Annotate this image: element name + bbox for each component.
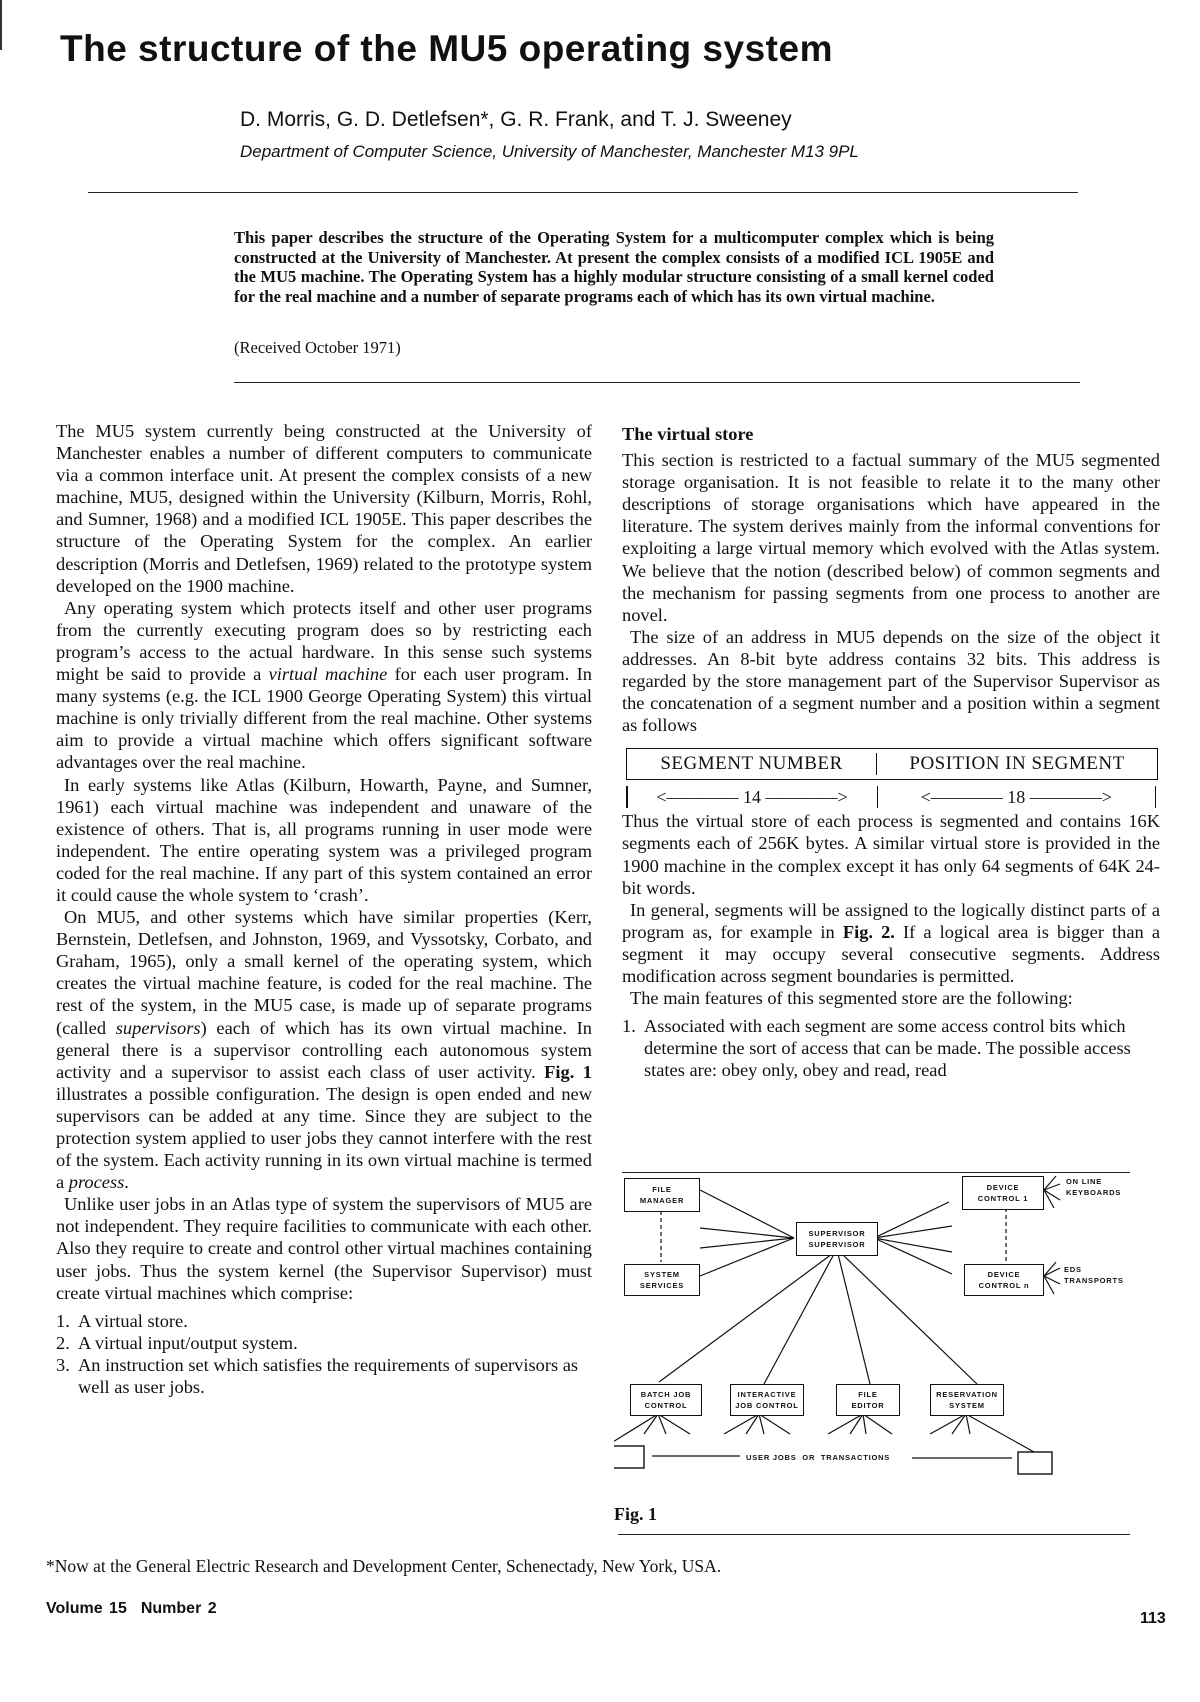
label-eds-transports: EDS TRANSPORTS: [1064, 1265, 1124, 1285]
node-device-control-n: DEVICE CONTROL n: [964, 1264, 1044, 1296]
affiliation: Department of Computer Science, University of Manchester, Manchester M13 9PL: [240, 142, 859, 161]
address-format-box: [626, 748, 1158, 780]
list-item: 2. A virtual input/output system.: [56, 1332, 298, 1353]
abstract-rule: [234, 382, 1080, 383]
paragraph: The MU5 system currently being constructed at the University of Manchester enables a number of different computers to communicate via a common interface unit. At present the complex consists of a new machine, MU5, designed within the University (Kilburn, Morris, Rohl, and Sumner, 1968) and a modified ICL 1905E. This paper describes the structure of the Operating System for the complex. An earlier description (Morris and Detlefsen, 1969) related to the prototype system developed on the 1900 machine.: [56, 421, 592, 596]
paper-title: The structure of the MU5 operating system: [60, 28, 833, 69]
list-item: 3. An instruction set which satisfies the requirements of supervisors as well as user jobs.: [56, 1354, 579, 1398]
position-field: POSITION IN SEGMENT: [909, 753, 1125, 775]
page-number: 113: [1140, 1610, 1166, 1627]
requirements-list: [56, 1310, 592, 1398]
journal-volume: Volume 15 Number 2: [46, 1600, 217, 1617]
scan-edge: [0, 0, 2, 50]
paragraph: In early systems like Atlas (Kilburn, Howarth, Payne, and Sumner, 1961) each virtual machine was independent and unaware of the existence of others. That is, all programs running in user mode were independent. The entire operating system was a privileged program coded for the real machine. If any part of this system contained an error it could cause the whole system to ‘crash’.: [56, 774, 592, 905]
figure-reference: Fig. 1: [544, 1061, 592, 1082]
figure-reference: Fig. 2.: [842, 921, 895, 942]
paragraph: Any operating system which protects itself and other user programs from the currently executing program does so by restricting each program’s access to the actual hardware. In this sense such systems might be said to provide a virtual machine for each user program. In many systems (e.g. the ICL 1900 George Operating System) this virtual machine is only trivially different from the real machine. Other systems aim to provide a virtual machine which offers significant software advantages over the real machine.: [56, 597, 592, 773]
header-rule: [88, 192, 1078, 193]
node-system-services: SYSTEM SERVICES: [624, 1264, 700, 1296]
features-list: [622, 1015, 1160, 1081]
node-batch-job-control: BATCH JOB CONTROL: [630, 1384, 702, 1416]
node-reservation-system: RESERVATION SYSTEM: [930, 1384, 1004, 1416]
paragraph: The size of an address in MU5 depends on the size of the object it addresses. An 8-bit byte address contains 32 bits. This address is regarded by the store management part of the Supervisor Supervisor as the concatenation of a segment number and a position within a segment as follows: [622, 626, 1160, 736]
paragraph: The main features of this segmented store are the following:: [630, 988, 1073, 1009]
paragraph: Thus the virtual store of each process is segmented and contains 16K segments each of 256K bytes. A similar virtual store is provided in the 1900 machine in the complex except it has only 64 segments of 64K 24-bit words.: [622, 811, 1160, 898]
label-user-jobs: USER JOBS OR TRANSACTIONS: [746, 1453, 891, 1462]
diagram-connectors: [614, 1162, 1160, 1542]
paragraph: In general, segments will be assigned to the logically distinct parts of a program as, for example in Fig. 2. If a logical area is bigger than a segment it may occupy several consecutive segments. Address modification across segment boundaries is permitted.: [622, 899, 1161, 986]
segment-bits: <———— 14 ————>: [656, 787, 848, 808]
figure-1-diagram: [614, 1162, 1160, 1542]
address-bit-widths: [626, 786, 1156, 808]
node-file-editor: FILE EDITOR: [836, 1384, 900, 1416]
received-date: (Received October 1971): [234, 338, 401, 357]
right-column: [622, 423, 1160, 1081]
node-file-manager: FILE MANAGER: [624, 1178, 700, 1212]
author-list: D. Morris, G. D. Detlefsen*, G. R. Frank, and T. J. Sweeney: [240, 108, 792, 131]
node-interactive-job-control: INTERACTIVE JOB CONTROL: [730, 1384, 804, 1416]
label-online-keyboards: ON LINE KEYBOARDS: [1066, 1177, 1122, 1197]
figure-bottom-rule: [618, 1534, 1130, 1535]
left-column: [56, 420, 592, 1398]
footnote: *Now at the General Electric Research and Development Center, Schenectady, New York, USA.: [46, 1556, 722, 1576]
figure-caption: Fig. 1: [614, 1504, 657, 1524]
abstract: This paper describes the structure of the Operating System for a multicomputer complex which is being constructed at the University of Manchester. At present the complex consists of a modified ICL 1905E and the MU5 machine. The Operating System has a highly modular structure consisting of a small kernel coded for the real machine and a number of separate programs each of which has its own virtual machine.: [234, 228, 994, 306]
paragraph: On MU5, and other systems which have similar properties (Kerr, Bernstein, Detlefsen, and Johnston, 1969, and Vyssotsky, Corbato, and Graham, 1965), only a small kernel of the operating system, which creates the virtual machine feature, is coded for the real machine. The rest of the system, in the MU5 case, is made up of separate programs (called supervisors) each of which has its own virtual machine. In general there is a supervisor controlling each autonomous system activity and a supervisor to assist each class of user activity. Fig. 1 illustrates a possible configuration. The design is open ended and new supervisors can be added at any time. Since they are subject to the protection system applied to user jobs they cannot interfere with the rest of the system. Each activity running in its own virtual machine is termed a process.: [56, 907, 593, 1193]
section-heading: The virtual store: [622, 424, 754, 444]
position-bits: <———— 18 ————>: [920, 787, 1112, 808]
list-item: 1. Associated with each segment are some access control bits which determine the sort of access that can be made. The possible access states are: obey only, obey and read, read: [622, 1016, 1131, 1081]
segment-number-field: SEGMENT NUMBER: [627, 753, 877, 775]
node-supervisor-supervisor: SUPERVISOR SUPERVISOR: [796, 1222, 878, 1256]
node-device-control-1: DEVICE CONTROL 1: [962, 1176, 1044, 1210]
paragraph: Unlike user jobs in an Atlas type of system the supervisors of MU5 are not independent. They require facilities to communicate with each other. Also they require to create and control other virtual machines containing user jobs. Thus the system kernel (the Supervisor Supervisor) must create virtual machines which comprise:: [56, 1194, 592, 1303]
paragraph: This section is restricted to a factual summary of the MU5 segmented storage organisation. It is not feasible to relate it to the many other descriptions of storage organisations which have appeared in the literature. The system derives mainly from the informal conventions for exploiting a large virtual memory which evolved with the Atlas system. We believe that the notion (described below) of common segments and the mechanism for passing segments from one process to another are novel.: [622, 450, 1160, 625]
list-item: 1. A virtual store.: [56, 1310, 188, 1331]
